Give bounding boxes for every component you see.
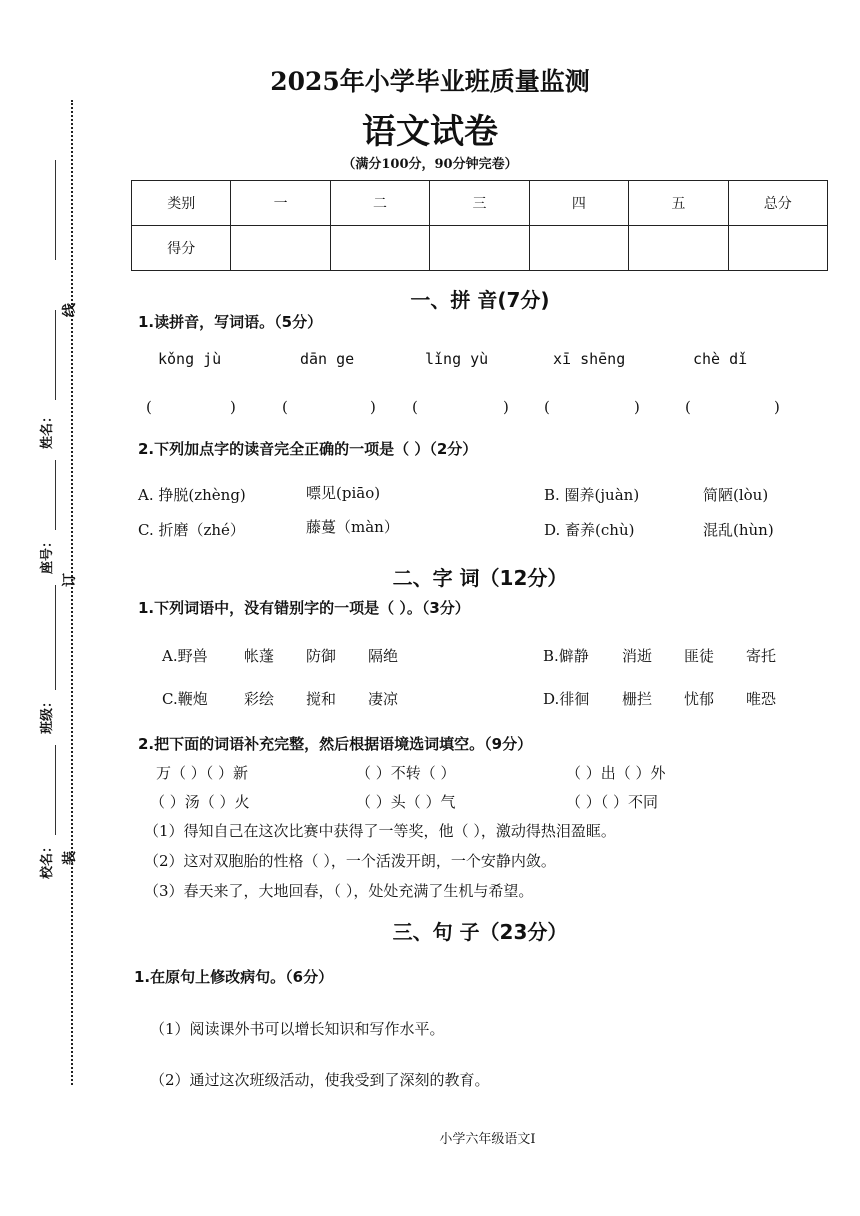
idiom-4[interactable]: （ ）汤（ ）火 xyxy=(150,793,250,811)
score-header-cell: 五 xyxy=(629,181,728,226)
answer-bracket-2[interactable]: ( xyxy=(282,398,288,416)
score-cell[interactable] xyxy=(231,226,330,271)
binding-zhuang: 装 xyxy=(62,851,78,865)
option-b-word2: 简陋(lòu) xyxy=(703,486,769,504)
s3-q1: 1.在原句上修改病句。（6分） xyxy=(134,968,334,986)
answer-bracket-1[interactable]: ( xyxy=(146,398,152,416)
s2-b-2: 消逝 xyxy=(622,647,653,665)
seat-label: 座号： xyxy=(40,534,56,575)
score-table xyxy=(131,180,828,271)
class-label: 班级： xyxy=(40,694,56,735)
answer-bracket-5-close: ) xyxy=(774,398,780,416)
school-label: 校名： xyxy=(40,839,56,880)
s2-c-2: 彩绘 xyxy=(244,690,275,708)
pinyin-2: dān ge xyxy=(300,350,355,368)
exam-subject-title: 语文试卷 xyxy=(362,112,498,152)
score-cell[interactable] xyxy=(330,226,429,271)
s2-q2: 2.把下面的词语补充完整，然后根据语境选词填空。（9分） xyxy=(138,735,533,753)
score-cell[interactable] xyxy=(629,226,728,271)
score-cell[interactable] xyxy=(430,226,529,271)
sick-sentence-1[interactable]: （1）阅读课外书可以增长知识和写作水平。 xyxy=(150,1020,445,1038)
s1-q1: 1.读拼音，写词语。（5分） xyxy=(138,313,323,331)
class-fill-line[interactable] xyxy=(55,585,56,690)
idiom-6[interactable]: （ ）（ ）不同 xyxy=(566,793,659,811)
context-sentence-1: （1）得知自己在这次比赛中获得了一等奖，他（ ），激动得热泪盈眶。 xyxy=(144,822,616,840)
option-a-word1: A. 挣脱(zhèng) xyxy=(138,486,246,504)
section2-title: 二、字 词（12分） xyxy=(392,566,568,590)
answer-bracket-4[interactable]: ( xyxy=(544,398,550,416)
s2-q1: 1.下列词语中，没有错别字的一项是（ ）。（3分） xyxy=(138,599,470,617)
answer-bracket-2-close: ) xyxy=(370,398,376,416)
section1-title: 一、拼 音(7分) xyxy=(410,288,550,312)
s2-c-1: C.鞭炮 xyxy=(162,690,208,708)
answer-bracket-3[interactable]: ( xyxy=(412,398,418,416)
context-sentence-2: （2）这对双胞胎的性格（ ），一个活泼开朗，一个安静内敛。 xyxy=(144,852,556,870)
option-b-word1: B. 圈养(juàn) xyxy=(544,486,640,504)
score-header-cell: 总分 xyxy=(728,181,827,226)
idiom-3[interactable]: （ ）出（ ）外 xyxy=(566,764,666,782)
pinyin-4: xī shēng xyxy=(553,350,626,368)
s2-c-3: 搅和 xyxy=(306,690,337,708)
score-header-cell: 一 xyxy=(231,181,330,226)
answer-bracket-4-close: ) xyxy=(634,398,640,416)
section3-title: 三、句 子（23分） xyxy=(392,920,568,944)
idiom-5[interactable]: （ ）头（ ）气 xyxy=(356,793,456,811)
option-c-word2: 藤蔓（màn） xyxy=(306,518,399,536)
score-row-label: 得分 xyxy=(132,226,231,271)
s2-a-3: 防御 xyxy=(306,647,337,665)
score-header-cell: 三 xyxy=(430,181,529,226)
answer-bracket-1-close: ) xyxy=(230,398,236,416)
score-header-cell: 四 xyxy=(529,181,628,226)
s2-a-2: 帐蓬 xyxy=(244,647,275,665)
s2-c-4: 凄凉 xyxy=(368,690,399,708)
exam-title: 2025年小学毕业班质量监测 xyxy=(270,67,590,96)
s2-d-1: D.徘徊 xyxy=(543,690,590,708)
context-sentence-3: （3）春天来了，大地回春，（ ），处处充满了生机与希望。 xyxy=(144,882,534,900)
option-d-word2: 混乱(hùn) xyxy=(703,521,774,539)
s2-d-2: 栅拦 xyxy=(622,690,653,708)
s2-a-1: A.野兽 xyxy=(162,647,208,665)
name-label: 姓名： xyxy=(40,409,56,450)
s2-b-3: 匪徒 xyxy=(684,647,715,665)
s2-a-4: 隔绝 xyxy=(368,647,399,665)
binding-xian: 线 xyxy=(62,303,78,317)
score-table-score-row xyxy=(132,226,828,271)
score-cell[interactable] xyxy=(728,226,827,271)
sick-sentence-2[interactable]: （2）通过这次班级活动，使我受到了深刻的教育。 xyxy=(150,1071,490,1089)
s2-b-4: 寄托 xyxy=(746,647,777,665)
page-footer: 小学六年级语文Ⅰ xyxy=(439,1132,536,1147)
pinyin-1: kǒng jù xyxy=(158,350,222,368)
s2-d-3: 忧郁 xyxy=(684,690,715,708)
option-a-word2: 嘌见(piāo) xyxy=(306,484,381,502)
exam-note: （满分100分，90分钟完卷） xyxy=(342,157,518,172)
answer-bracket-3-close: ) xyxy=(503,398,509,416)
name-fill-line xyxy=(55,310,56,400)
pinyin-5: chè dǐ xyxy=(693,350,748,368)
seat-fill-line[interactable] xyxy=(55,460,56,530)
binding-ding: 订 xyxy=(62,573,78,587)
idiom-2[interactable]: （ ）不转（ ） xyxy=(356,764,456,782)
option-c-word1: C. 折磨（zhé） xyxy=(138,521,245,539)
score-table-header-row xyxy=(132,181,828,226)
score-header-cell: 二 xyxy=(330,181,429,226)
score-cell[interactable] xyxy=(529,226,628,271)
option-d-word1: D. 畜养(chù) xyxy=(544,521,635,539)
school-fill-line[interactable] xyxy=(55,745,56,835)
score-header-cell: 类别 xyxy=(132,181,231,226)
s2-d-4: 唯恐 xyxy=(746,690,777,708)
name-fill-line-top xyxy=(55,160,56,260)
pinyin-3: lǐng yù xyxy=(425,350,489,368)
idiom-1[interactable]: 万（ ）（ ）新 xyxy=(156,764,249,782)
s2-b-1: B.僻静 xyxy=(543,647,589,665)
s1-q2: 2.下列加点字的读音完全正确的一项是（ ）（2分） xyxy=(138,440,478,458)
answer-bracket-5[interactable]: ( xyxy=(685,398,691,416)
